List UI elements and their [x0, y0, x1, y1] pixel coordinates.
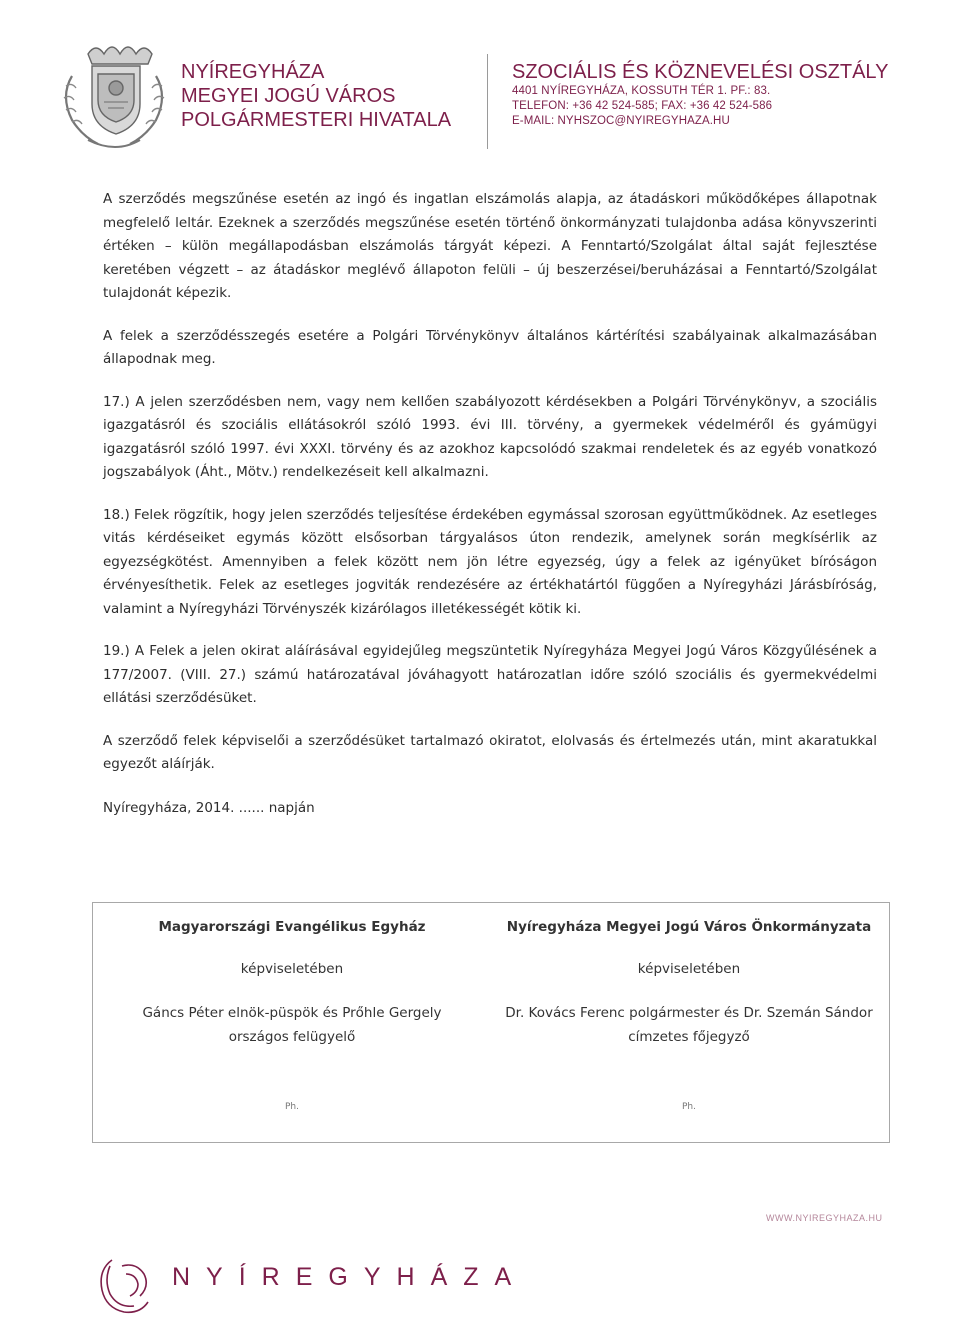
nyiregyhaza-swirl-logo-icon [92, 1252, 156, 1316]
department-title: SZOCIÁLIS ÉS KÖZNEVELÉSI OSZTÁLY [512, 61, 889, 83]
department-phone-fax: TELEFON: +36 42 524-585; FAX: +36 42 524-586 [512, 100, 773, 112]
city-coat-of-arms-icon [58, 36, 170, 158]
paragraph-18: 18.) Felek rögzítik, hogy jelen szerződés teljesítése érdekében egymással szorosan együttműködnek. Az esetleges vitás kérdéseiket egymás között elsősorban tárgyalásos úton rendezik, amelynek során megkísérlik az egyezségkötést. Amennyiben a felek között nem jön létre egyezség, úgy a felek az igényüket bíróságon érvényesíthetik. Felek az esetleges jogviták rendezésére az értékhatártól függően a Nyíregyházi Járásbíróság, valamint a Nyíregyházi Törvényszék kizárólagos illetékességét kötik ki. [103, 506, 877, 617]
stamp-placeholder-right: Ph. [682, 1102, 696, 1112]
city-name-line-3: POLGÁRMESTERI HIVATALA [181, 109, 452, 131]
party-name-right: Nyíregyháza Megyei Jogú Város Önkormányzata [506, 919, 872, 935]
signatory-right-line-1: Dr. Kovács Ferenc polgármester és Dr. Szemán Sándor [505, 1005, 873, 1021]
paragraph-signing: A szerződő felek képviselői a szerződésüket tartalmazó okiratot, elolvasás és értelmezés után, mint akaratukkal egyezőt aláírják. [103, 732, 877, 772]
signatory-left [107, 1001, 477, 1049]
party-role-left: képviseletében [240, 961, 344, 977]
city-name-line-1: NYÍREGYHÁZA [181, 61, 325, 83]
footer-wordmark: NYÍREGYHÁZA [172, 1263, 528, 1291]
party-role-right: képviseletében [637, 961, 741, 977]
signatory-right-line-2: címzetes főjegyző [628, 1029, 750, 1045]
department-email: E-MAIL: NYHSZOC@NYIREGYHAZA.HU [512, 115, 730, 127]
city-name-line-2: MEGYEI JOGÚ VÁROS [181, 85, 396, 107]
stamp-placeholder-left: Ph. [285, 1102, 299, 1112]
signatory-left-line-1: Gáncs Péter elnök-püspök és Prőhle Gergely [142, 1005, 442, 1021]
date-line: Nyíregyháza, 2014. ...... napján [103, 799, 315, 816]
department-address: 4401 NYÍREGYHÁZA, KOSSUTH TÉR 1. PF.: 83. [512, 85, 771, 97]
paragraph-17: 17.) A jelen szerződésben nem, vagy nem kellően szabályozott kérdésekben a Polgári Törvénykönyv, a szociális igazgatásról és szociális ellátásokról szóló 1993. évi III. törvény, a gyermekek védelméről és gyámügyi igazgatásról szóló 1997. évi XXXI. törvény és az azokhoz kapcsolódó szakmai rendeletek és az egyéb vonatkozó jogszabályok (Áht., Mötv.) rendelkezéseit kell alkalmazni. [103, 393, 877, 480]
paragraph-assets: A szerződés megszűnése esetén az ingó és ingatlan elszámolás alapja, az átadáskori működőképes állapotnak megfelelő leltár. Ezeknek a szerződés megszűnése esetén történő önkormányzati tulajdonba adása könyvszerinti értéken – külön megállapodásban elszámolás tárgyát képezi. A Fenntartó/Szolgálat által saját fejlesztése keretében végzett – az átadáskor meglévő állapoton felüli – új beszerzései/beruházásai a Fenntartó/Szolgálat tulajdonát képezik. [103, 191, 877, 301]
party-name-left: Magyarországi Evangélikus Egyház [158, 919, 426, 935]
paragraph-19: 19.) A Felek a jelen okirat aláírásával egyidejűleg megszüntetik Nyíregyháza Megyei Jogú Város Közgyűlésének a 177/2007. (VIII. 27.) számú határozatával jóváhagyott határozatlan időre szóló szociális és gyermekvédelmi ellátási szerződésüket. [103, 643, 877, 706]
contract-body [103, 188, 877, 839]
signatory-right [504, 1001, 874, 1049]
footer-website: WWW.NYIREGYHAZA.HU [766, 1213, 883, 1223]
signature-box [92, 902, 890, 1143]
paragraph-damages: A felek a szerződésszegés esetére a Polgári Törvénykönyv általános kártérítési szabályainak alkalmazásában állapodnak meg. [103, 327, 877, 367]
signatory-left-line-2: országos felügyelő [228, 1029, 356, 1045]
header-divider [487, 54, 488, 149]
city-name-block [181, 60, 451, 132]
department-block [512, 60, 888, 129]
